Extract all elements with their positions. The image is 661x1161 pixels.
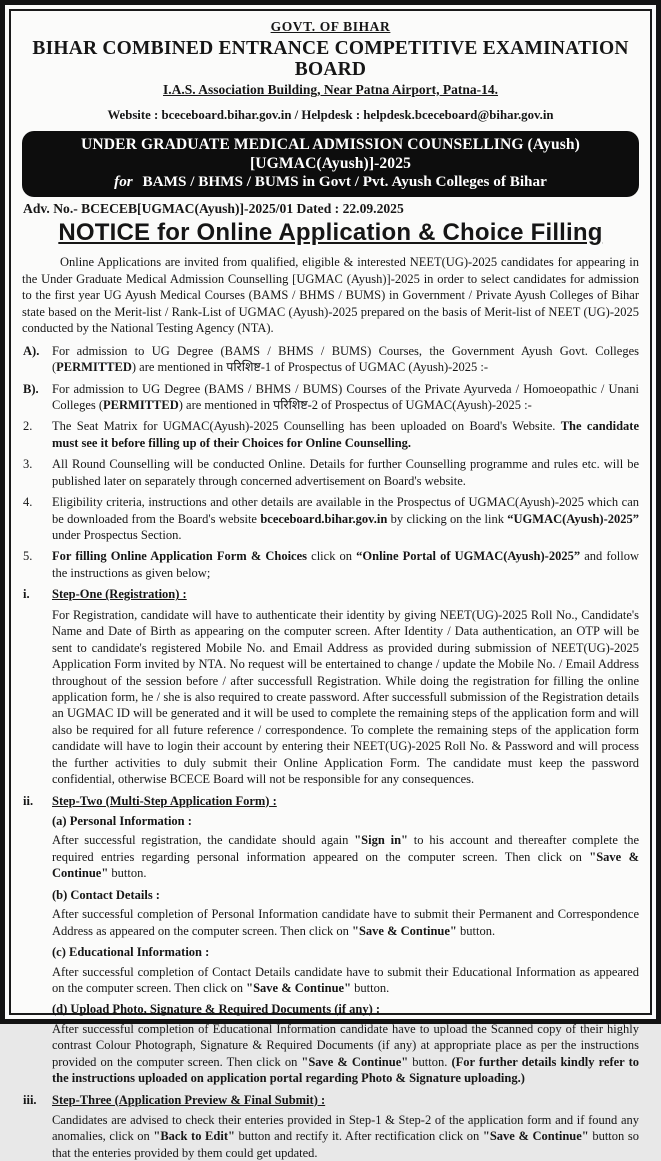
item-3-marker: 3. [23, 457, 33, 472]
banner-title-line: UNDER GRADUATE MEDICAL ADMISSION COUNSELLING (Ayush) [UGMAC(Ayush)]-2025 [81, 135, 580, 172]
sub-c-heading: (c) Educational Information : [52, 945, 210, 960]
item-5-marker: 5. [23, 549, 33, 564]
step-one-heading-marker: i. [23, 587, 30, 602]
item-B: B). For admission to UG Degree (BAMS / BHMS / BUMS) Courses of the Private Ayurveda / Homoeopathic / Unani Colleges (PERMITTED) are mentioned in परिशिष्ट-2 of Prospectus of UGMAC(Ayush)-2025 :- [23, 381, 639, 412]
item-4: 4. Eligibility criteria, instructions and other details are available in the Prospectus of UGMAC(Ayush)-2025 which can be downloaded from the Board's website bceceboard.bihar.gov.in by clicking on the link “UGMAC(Ayush)-2025” under Prospectus Section. [23, 495, 639, 543]
sub-c-paragraph: After successful completion of Contact Details candidate have to submit their Educational Information as appeared on the computer screen. Then click on "Save & Continue" button. [52, 964, 639, 995]
item-A-marker: A). [23, 343, 40, 358]
govt-line: GOVT. OF BIHAR [270, 19, 391, 34]
sub-a-paragraph: After successful registration, the candidate should again "Sign in" to his account and thereafter complete the required entries regarding personal information appeared on the computer screen. Then click on "Save & Continue" button. [52, 833, 639, 881]
banner-courses-text: BAMS / BHMS / BUMS in Govt / Pvt. Ayush Colleges of Bihar [138, 172, 547, 190]
website-helpdesk-line: Website : bceceboard.bihar.gov.in / Helpdesk : helpdesk.bceceboard@bihar.gov.in [107, 107, 554, 122]
sub-d-heading: (d) Upload Photo, Signature & Required Documents (if any) : [52, 1002, 381, 1017]
sub-b-heading: (b) Contact Details : [52, 887, 160, 902]
item-2-marker: 2. [23, 419, 33, 434]
address-line: I.A.S. Association Building, Near Patna Airport, Patna-14. [162, 81, 499, 97]
advertisement-number-line: Adv. No.- BCECEB[UGMAC(Ayush)]-2025/01 Dated : 22.09.2025 [23, 201, 404, 217]
step-one-paragraph: For Registration, candidate will have to authenticate their identity by giving NEET(UG)-2025 Roll No., Candidate's Name and Date of Birth as appearing on the computer screen. After Identity / Data authentication, an OTP will be sent to candidate's registered Mobile No. and Email Address as provided during submission of NEET(UG)-2025 Application Form invited by NTA. No request will be entertained to change / update the Mobile No. / Email Address throughout of the session before / after successfull Registration. While doing the registration for filling the online application form, he / she is also required to create password. After successfull submission of the Registration details an UGMAC ID will be generated and it will be used to complete the remaining steps of the application form and will also be required for all future reference / correspondence. To complete the remaining steps of the application form candidate will have to login their account by entering their NEET(UG)-2025 Roll No. & Password and will process the further activities to duly submit their Online Application Form. The candidate must keep the password confidential, otherwise BCECE Board will not be responsible for any consequences. [52, 607, 639, 787]
sub-d-paragraph: After successful completion of Educational Information candidate have to upload the Scanned copy of their highly contrast Colour Photograph, Signature & Required Documents (if any) at appropriate place as per the instructions provided on the computer screen. Then click on "Save & Continue" button. (For further details kindly refer to the instructions uploaded on application portal regarding Photo & Signature uploading.) [52, 1021, 639, 1086]
step-three-heading-marker: iii. [23, 1092, 37, 1107]
sub-b-paragraph: After successful completion of Personal Information candidate have to submit their Permanent and Correspondence Address as appeared on the computer screen. Then click on "Save & Continue" button. [52, 907, 639, 938]
banner-for-word: for [114, 172, 133, 190]
notice-title: NOTICE for Online Application & Choice Filling [58, 219, 603, 247]
item-B-marker: B). [23, 381, 39, 396]
item-A: A). For admission to UG Degree (BAMS / BHMS / BUMS) Courses, the Government Ayush Govt. Colleges (PERMITTED) are mentioned in परिशिष्ट-1 of Prospectus of UGMAC (Ayush)-2025 :- [23, 343, 639, 375]
step-three-paragraph: Candidates are advised to check their enteries provided in Step-1 & Step-2 of the application form and if found any anomalies, click on "Back to Edit" button and rectify it. After rectification click on "Save & Continue" button so that the enteries provided by them could get updated. [52, 1113, 640, 1160]
step-two-heading-marker: ii. [23, 793, 34, 808]
item-5: 5. For filling Online Application Form & Choices click on “Online Portal of UGMAC(Ayush)-2025” and follow the instructions as given below; [23, 549, 639, 580]
item-2: 2. The Seat Matrix for UGMAC(Ayush)-2025 Counselling has been uploaded on Board's Website. The candidate must see it before filling up of their Choices for Online Counselling. [23, 419, 639, 450]
intro-paragraph: Online Applications are invited from qualified, eligible & interested NEET(UG)-2025 candidates for appearing in the Under Graduate Medical Admission Counselling [UGMAC (Ayush)]-2025 in order to select candidates for admission to the first year UG Ayush Medical Courses (BAMS / BHMS / BUMS) in Government / Private Ayush Colleges of Bihar state based on the Merit-list / Rank-List of UGMAC (Ayush)-2025 prepared on the basis of Merit-list of NEET (UG)-2025 conducted by the National Testing Agency (NTA). [22, 255, 639, 336]
step-two-heading: ii. Step-Two (Multi-Step Application Form) : [23, 793, 277, 808]
item-4-marker: 4. [23, 495, 33, 510]
board-name: BIHAR COMBINED ENTRANCE COMPETITIVE EXAMINATION BOARD [32, 38, 629, 81]
step-one-heading: i. Step-One (Registration) : [23, 587, 187, 602]
step-three-heading: iii. Step-Three (Application Preview & Final Submit) : [23, 1092, 326, 1107]
notice-body [22, 254, 639, 1161]
sub-a-heading: (a) Personal Information : [52, 814, 192, 829]
document-header [22, 19, 639, 247]
counselling-banner [22, 131, 639, 198]
banner-subtitle-line [32, 173, 629, 192]
notice-inner-frame [9, 9, 652, 1160]
item-3: 3. All Round Counselling will be conducted Online. Details for further Counselling programme and rules etc. will be published later on separately through concerned advertisement on Board's website. [23, 457, 639, 488]
